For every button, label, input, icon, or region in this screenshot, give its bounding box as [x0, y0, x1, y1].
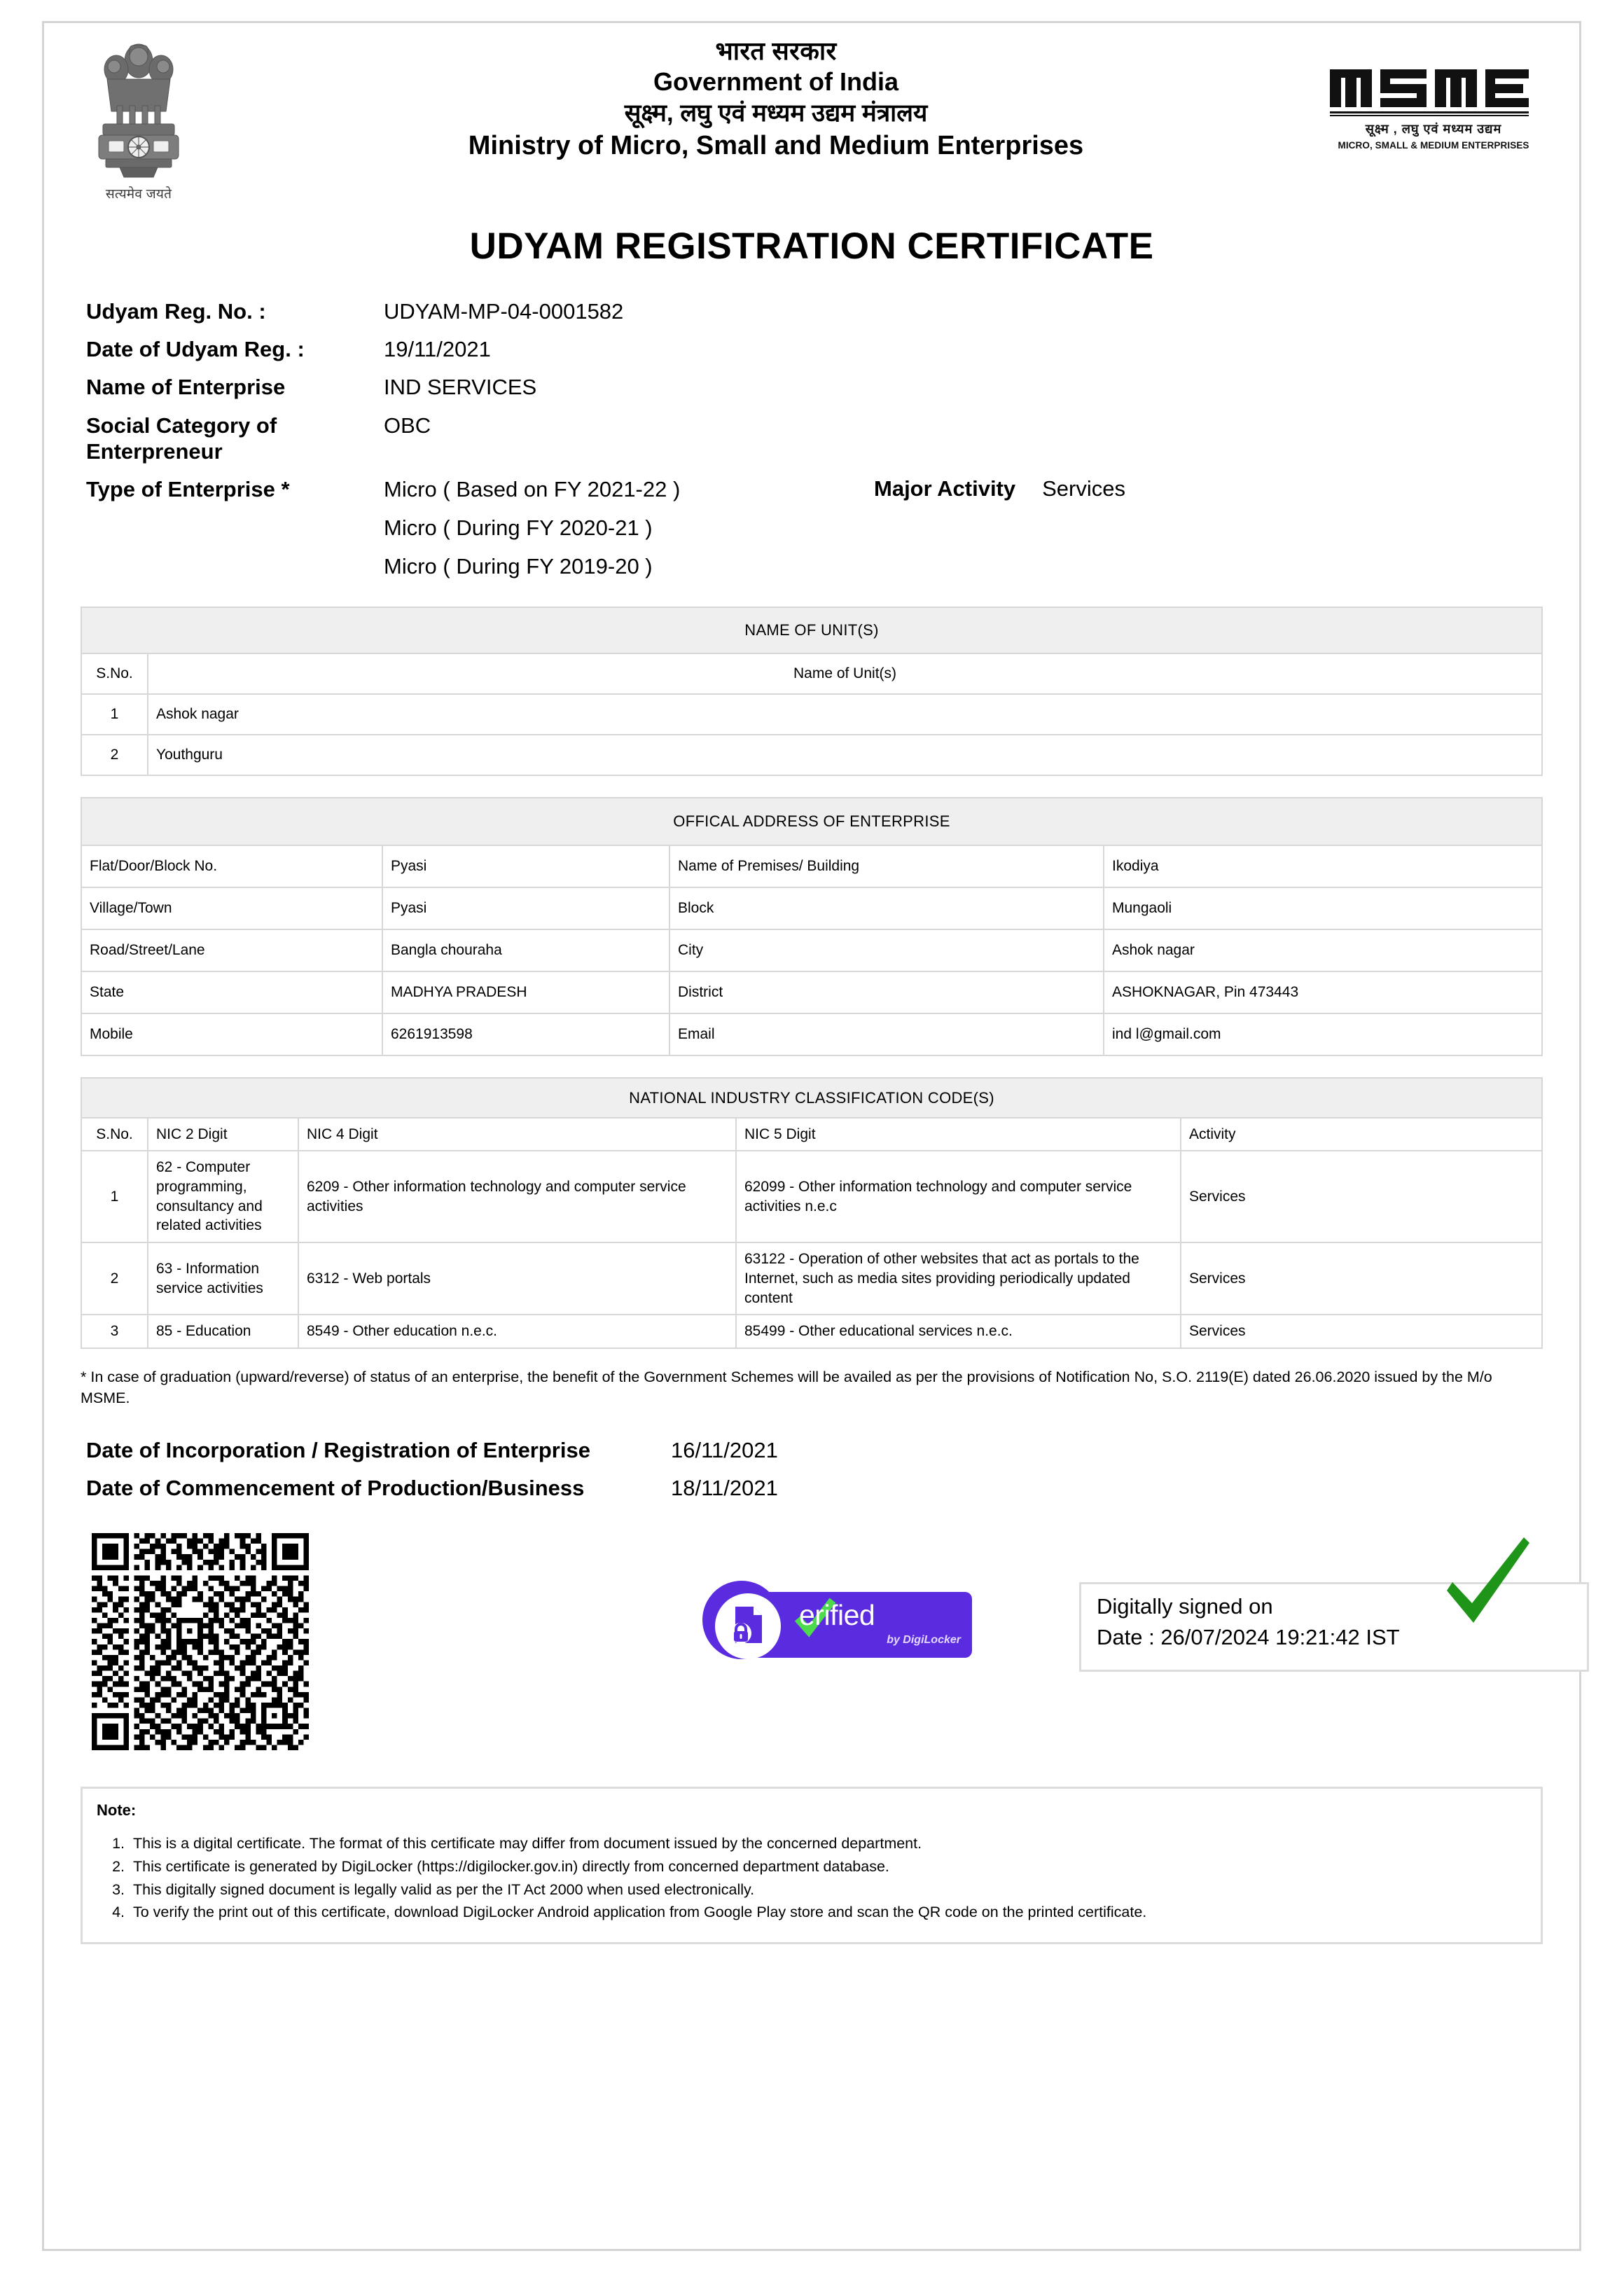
- table-row: [81, 929, 1542, 971]
- nic-5digit: 62099 - Other information technology and computer service activities n.e.c: [736, 1151, 1181, 1242]
- india-state-emblem: [83, 36, 195, 211]
- nic-5digit: 85499 - Other educational services n.e.c.: [736, 1315, 1181, 1348]
- page-title: UDYAM REGISTRATION CERTIFICATE: [469, 226, 1154, 267]
- nic-table-title-row: [81, 1078, 1542, 1118]
- address-value-road: Bangla chouraha: [382, 929, 669, 971]
- nic-sno: 2: [81, 1242, 148, 1315]
- address-value-mobile: 6261913598: [382, 1013, 669, 1055]
- ministry-english: Ministry of Micro, Small and Medium Enterprises: [468, 131, 1084, 161]
- nic-4digit: 6209 - Other information technology and computer service activities: [298, 1151, 736, 1242]
- list-item: 4. To verify the print out of this certificate, download DigiLocker Android application from Google Play store and scan the QR code on the printed certificate.: [129, 1901, 1527, 1924]
- address-label-email: Email: [669, 1013, 1104, 1055]
- address-value-premises: Ikodiya: [1104, 845, 1542, 887]
- address-label-block: Block: [669, 887, 1104, 929]
- units-table-title-row: [81, 607, 1542, 653]
- document-header: [44, 23, 1579, 219]
- msme-hindi-text: सूक्ष्म , लघु एवं मध्यम उद्यम: [1365, 122, 1502, 136]
- units-col-name: Name of Unit(s): [148, 653, 1542, 694]
- unit-name: Youthguru: [148, 735, 1542, 775]
- note-box: [81, 1787, 1543, 1944]
- commencement-value: 18/11/2021: [671, 1476, 778, 1501]
- reg-no-label: Udyam Reg. No. :: [86, 299, 266, 324]
- enterprise-name-label: Name of Enterprise: [86, 375, 286, 400]
- ashoka-pillar-icon: [93, 36, 184, 183]
- incorporation-value: 16/11/2021: [671, 1438, 778, 1463]
- detail-row-reg-no: [86, 298, 1537, 324]
- table-row: [81, 1013, 1542, 1055]
- unit-name: Ashok nagar: [148, 694, 1542, 735]
- nic-activity: Services: [1181, 1242, 1542, 1315]
- reg-no-value: UDYAM-MP-04-0001582: [384, 299, 624, 324]
- gov-of-india-english: Government of India: [653, 67, 899, 96]
- list-item: 2. This certificate is generated by DigiLocker (https://digilocker.gov.in) directly from concerned department database.: [129, 1855, 1527, 1878]
- detail-row-enterprise-name: [86, 374, 1537, 400]
- enterprise-name-value: IND SERVICES: [384, 375, 537, 400]
- table-row: [81, 1151, 1542, 1242]
- units-table: [81, 607, 1543, 776]
- address-label-mobile: Mobile: [81, 1013, 382, 1055]
- signature-check-icon: [1434, 1536, 1539, 1641]
- digilocker-document-lock-icon: [726, 1602, 770, 1647]
- registration-details: [44, 298, 1579, 580]
- nic-sno: 3: [81, 1315, 148, 1348]
- note-title: Note:: [97, 1801, 137, 1820]
- type-label: Type of Enterprise *: [86, 476, 290, 501]
- commencement-label: Date of Commencement of Production/Business: [86, 1476, 585, 1501]
- address-value-state: MADHYA PRADESH: [382, 971, 669, 1013]
- address-value-district: ASHOKNAGAR, Pin 473443: [1104, 971, 1542, 1013]
- nic-activity: Services: [1181, 1151, 1542, 1242]
- address-value-city: Ashok nagar: [1104, 929, 1542, 971]
- unit-sno: 1: [81, 694, 148, 735]
- address-label-district: District: [669, 971, 1104, 1013]
- qr-code: [92, 1533, 309, 1750]
- address-value-block: Mungaoli: [1104, 887, 1542, 929]
- address-label-premises: Name of Premises/ Building: [669, 845, 1104, 887]
- table-row: [81, 1242, 1542, 1315]
- table-row: [81, 971, 1542, 1013]
- detail-row-type: [86, 476, 1537, 580]
- verification-band: [44, 1522, 1579, 1746]
- verified-label: erified: [799, 1599, 875, 1632]
- address-label-city: City: [669, 929, 1104, 971]
- nic-col-5digit: NIC 5 Digit: [736, 1118, 1181, 1151]
- msme-english-text: MICRO, SMALL & MEDIUM ENTERPRISES: [1338, 140, 1529, 151]
- digilocker-circle: [702, 1581, 781, 1659]
- table-row: [81, 1315, 1542, 1348]
- nic-2digit: 62 - Computer programming, consultancy and related activities: [148, 1151, 298, 1242]
- nic-table-wrap: [81, 1077, 1543, 1350]
- nic-2digit: 63 - Information service activities: [148, 1242, 298, 1315]
- address-value-email: ind l@gmail.com: [1104, 1013, 1542, 1055]
- nic-4digit: 8549 - Other education n.e.c.: [298, 1315, 736, 1348]
- type-value-2: Micro ( During FY 2020-21 ): [384, 515, 653, 541]
- nic-5digit: 63122 - Operation of other websites that act as portals to the Internet, such as media sites providing periodically updated content: [736, 1242, 1181, 1315]
- qr-code-icon: [92, 1533, 309, 1750]
- msme-wordmark-icon: [1328, 64, 1532, 118]
- address-table-title: OFFICAL ADDRESS OF ENTERPRISE: [81, 798, 1542, 845]
- nic-table-title: NATIONAL INDUSTRY CLASSIFICATION CODE(S): [81, 1078, 1542, 1118]
- certificate-page: [42, 21, 1581, 2251]
- nic-4digit: 6312 - Web portals: [298, 1242, 736, 1315]
- msme-logo: [1328, 64, 1539, 151]
- nic-col-sno: S.No.: [81, 1118, 148, 1151]
- detail-row-social-category: [86, 413, 1537, 464]
- signature-line-1: Digitally signed on: [1097, 1594, 1273, 1619]
- major-activity-value: Services: [1042, 476, 1125, 501]
- gov-of-india-hindi: भारत सरकार: [715, 36, 837, 65]
- units-col-sno: S.No.: [81, 653, 148, 694]
- emblem-motto: सत्यमेव जयते: [105, 187, 172, 202]
- address-label-road: Road/Street/Lane: [81, 929, 382, 971]
- address-label-flat: Flat/Door/Block No.: [81, 845, 382, 887]
- nic-col-activity: Activity: [1181, 1118, 1542, 1151]
- address-label-village: Village/Town: [81, 887, 382, 929]
- date-row-commencement: [86, 1476, 1579, 1501]
- address-label-state: State: [81, 971, 382, 1013]
- reg-date-value: 19/11/2021: [384, 337, 491, 362]
- social-category-label: Social Category of Enterpreneur: [86, 413, 277, 464]
- units-table-header-row: [81, 653, 1542, 694]
- nic-table-header-row: [81, 1118, 1542, 1151]
- units-table-title: NAME OF UNIT(S): [81, 607, 1542, 653]
- address-value-flat: Pyasi: [382, 845, 669, 887]
- table-row: [81, 887, 1542, 929]
- graduation-footnote: * In case of graduation (upward/reverse) of status of an enterprise, the benefit of the Government Schemes will be availed as per the provisions of Notification No, S.O. 2119(E) dated 26.06.2020 issued by the M/o MSME.: [81, 1369, 1492, 1406]
- nic-2digit: 85 - Education: [148, 1315, 298, 1348]
- signature-line-2: Date : 26/07/2024 19:21:42 IST: [1097, 1625, 1400, 1650]
- table-row: [81, 845, 1542, 887]
- address-table-wrap: [81, 797, 1543, 1056]
- address-table-title-row: [81, 798, 1542, 845]
- nic-col-2digit: NIC 2 Digit: [148, 1118, 298, 1151]
- reg-date-label: Date of Udyam Reg. :: [86, 337, 305, 362]
- table-row: [81, 694, 1542, 735]
- list-item: 1. This is a digital certificate. The format of this certificate may differ from document issued by the concerned department.: [129, 1832, 1527, 1855]
- unit-sno: 2: [81, 735, 148, 775]
- detail-row-reg-date: [86, 336, 1537, 362]
- enterprise-dates: [44, 1438, 1579, 1501]
- nic-col-4digit: NIC 4 Digit: [298, 1118, 736, 1151]
- units-table-wrap: [81, 607, 1543, 776]
- type-value-3: Micro ( During FY 2019-20 ): [384, 554, 653, 579]
- digilocker-by-label: by DigiLocker: [887, 1634, 961, 1647]
- social-category-value: OBC: [384, 413, 431, 438]
- major-activity-label: Major Activity: [874, 476, 1016, 501]
- list-item: 3. This digitally signed document is legally valid as per the IT Act 2000 when used electronically.: [129, 1878, 1527, 1901]
- digilocker-verified-badge: [702, 1586, 972, 1663]
- address-value-village: Pyasi: [382, 887, 669, 929]
- address-table: [81, 797, 1543, 1056]
- nic-sno: 1: [81, 1151, 148, 1242]
- nic-activity: Services: [1181, 1315, 1542, 1348]
- type-value-1: Micro ( Based on FY 2021-22 ): [384, 476, 681, 501]
- type-values: [384, 476, 867, 580]
- incorporation-label: Date of Incorporation / Registration of Enterprise: [86, 1438, 590, 1463]
- table-row: [81, 735, 1542, 775]
- note-list: [97, 1832, 1527, 1924]
- date-row-incorporation: [86, 1438, 1579, 1463]
- nic-table: [81, 1077, 1543, 1350]
- ministry-hindi: सूक्ष्म, लघु एवं मध्यम उद्यम मंत्रालय: [624, 99, 928, 127]
